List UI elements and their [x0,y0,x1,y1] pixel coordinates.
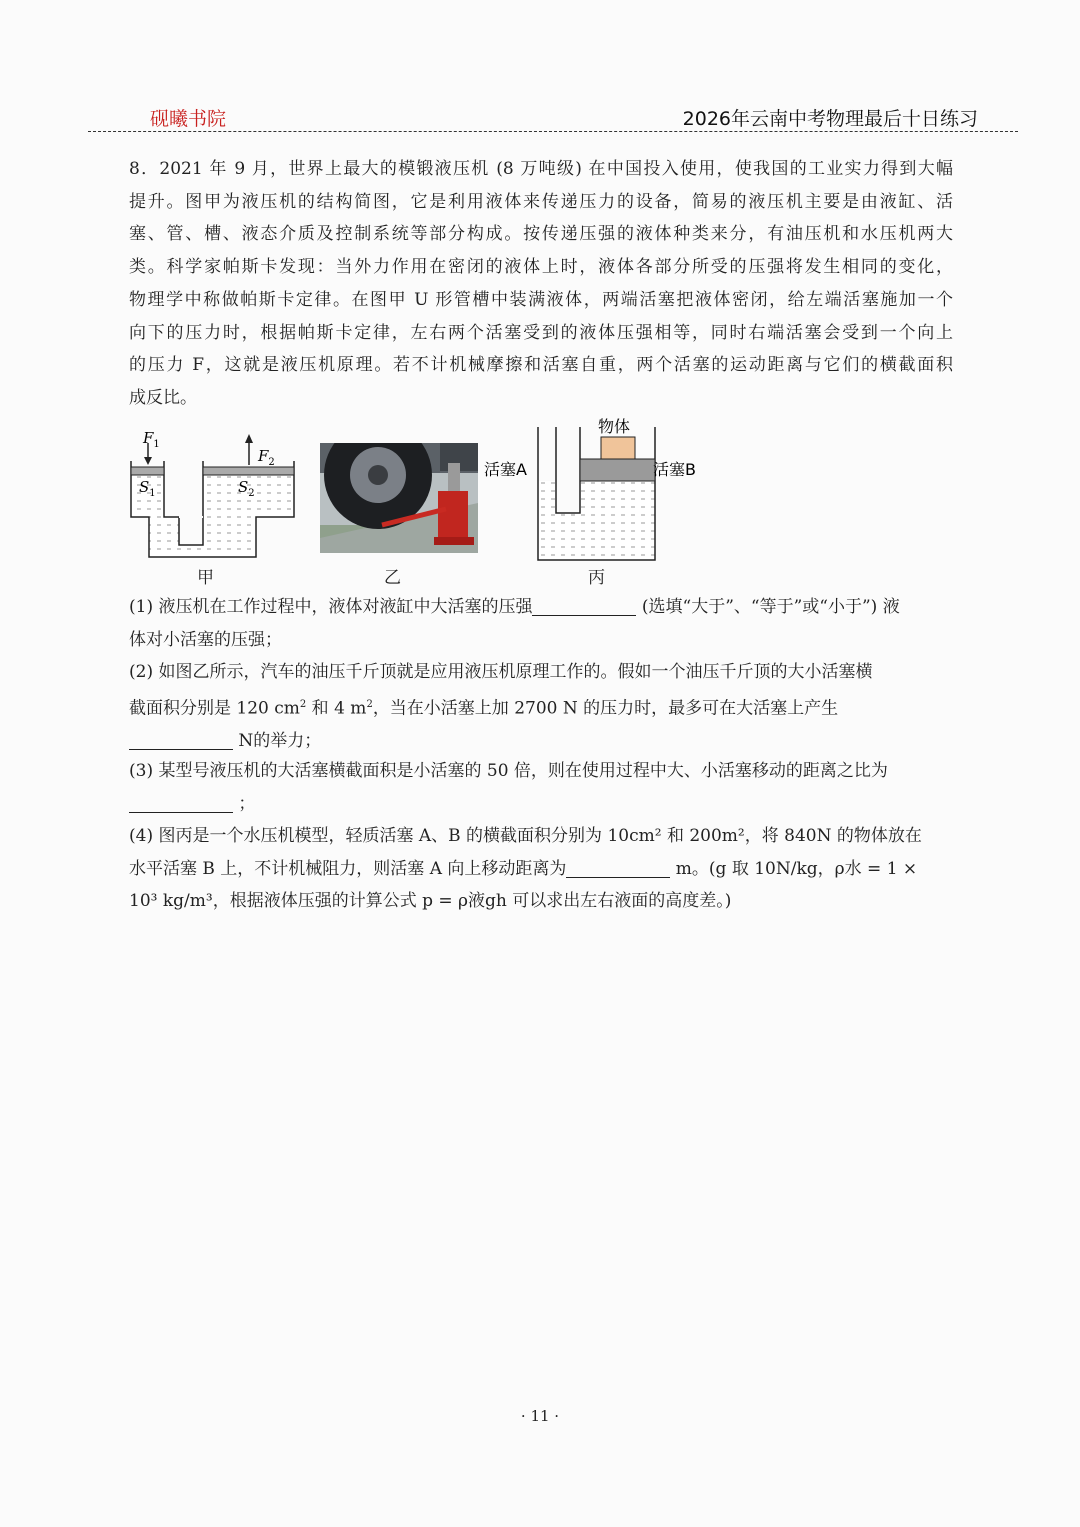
sub1-text: (选填“大于”、“等于”或“小于”) 液 [636,597,900,617]
stem-line: 类。科学家帕斯卡发现：当外力作用在密闭的液体上时，液体各部分所受的压强将发生相同的变化， [129,257,953,278]
piston-a-label: 活塞A [484,460,527,479]
header-divider [88,131,1018,132]
figure-yi-caption: 乙 [384,568,401,588]
label-f1: $F_1$ [143,429,160,450]
superscript: 2 [299,698,307,710]
sub4-text: (4) 图丙是一个水压机模型，轻质活塞 A、B 的横截面积分别为 10cm² 和 200m²，将 840N 的物体放在 [129,826,922,846]
figure-yi-car-jack-photo [320,443,478,553]
question-8-stem [129,153,953,415]
answer-blank[interactable] [129,792,233,813]
brand-name: 砚曦书院 [150,108,227,130]
label-s1: $S_1$ [139,478,156,499]
page-header [88,100,1018,136]
sub3-text: (3) 某型号液压机的大活塞横截面积是小活塞的 50 倍，则在使用过程中大、小活塞移动的距离之比为 [129,761,888,781]
answer-blank[interactable] [532,595,636,616]
stem-line: 向下的压力时，根据帕斯卡定律，左右两个活塞受到的液体压强相等，同时右端活塞会受到一个向上 [129,322,953,343]
stem-line: 8．2021 年 9 月，世界上最大的模锻液压机 (8 万吨级) 在中国投入使用，使我国的工业实力得到大幅 [129,159,953,179]
figure-jia-caption: 甲 [197,568,214,588]
sub2-text: ，当在小活塞上加 2700 N 的压力时，最多可在大活塞上产生 [372,698,839,719]
sub1-text: (1) 液压机在工作过程中，液体对液缸中大活塞的压强 [129,597,533,617]
stem-line: 的压力 F，这就是液压机原理。若不计机械摩擦和活塞自重，两个活塞的运动距离与它们的横截面积 [129,355,953,376]
sub-question-2 [129,656,953,758]
exam-title: 2026年云南中考物理最后十日练习 [682,108,978,130]
sub-question-3 [129,755,953,820]
sub2-text: 和 4 m [306,698,367,719]
figure-bing-caption: 丙 [588,568,605,588]
object-label: 物体 [598,417,631,436]
sub4-text: m。(g 取 10N/kg，ρ水 = 1 × [670,858,918,879]
sub2-text: N的举力； [233,731,322,752]
stem-line: 提升。图甲为液压机的结构简图，它是利用液体来传递压力的设备，简易的液压机主要是由液缸、活 [129,191,953,212]
figure-jia-u-tube [126,425,301,560]
stem-line: 塞、管、槽、液态介质及控制系统等部分构成。按传递压强的液体种类来分，有油压机和水压机两大 [129,224,953,245]
sub1-text: 体对小活塞的压强； [129,629,282,650]
superscript: 2 [366,698,373,710]
sub4-text: 水平活塞 B 上，不计机械阻力，则活塞 A 向上移动距离为 [129,858,567,879]
label-s2: $S_2$ [238,478,255,499]
answer-blank[interactable] [566,857,670,878]
figure-bing-water-press [480,415,710,565]
label-f2: $F_2$ [258,447,275,468]
stem-line: 物理学中称做帕斯卡定律。在图甲 U 形管槽中装满液体，两端活塞把液体密闭，给左端活塞施加一个 [129,289,953,310]
sub-question-1 [129,591,953,656]
sub4-text: 10³ kg/m³，根据液体压强的计算公式 p = ρ液gh 可以求出左右液面的高度差。) [129,891,732,912]
answer-blank[interactable] [129,729,233,750]
sub2-text: (2) 如图乙所示，汽车的油压千斤顶就是应用液压机原理工作的。假如一个油压千斤顶的大小活塞横 [129,662,873,682]
sub-question-4 [129,820,953,918]
piston-b-label: 活塞B [653,460,696,479]
stem-line: 成反比。 [129,387,197,408]
sub3-text: ； [233,793,256,814]
sub2-text: 截面积分别是 120 cm [129,698,300,719]
page-number: · 11 · [520,1407,560,1425]
